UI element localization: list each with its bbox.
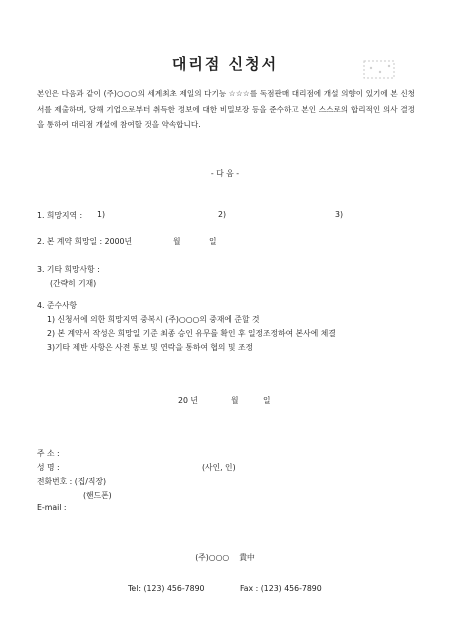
address-label: 주 소 : <box>37 449 60 458</box>
name-label: 성 명 : <box>37 463 60 472</box>
company-name: (주)○○○ <box>195 553 230 562</box>
item1-option2: 2) <box>218 210 227 219</box>
contact-tel: Tel: (123) 456-7890 <box>128 584 205 593</box>
email-label: E-mail : <box>37 503 67 512</box>
contact-fax: Fax : (123) 456-7890 <box>240 584 322 593</box>
company-addressee: 貴中 <box>239 553 255 562</box>
stamp-mark <box>362 58 398 82</box>
dada-heading: - 다 음 - <box>210 169 240 178</box>
item1-option3: 3) <box>335 210 344 219</box>
mobile-label: (핸드폰) <box>83 491 112 500</box>
sign-label: (사인, 인) <box>202 463 236 472</box>
document-title: 대리점 신청서 <box>171 55 279 73</box>
date-year: 20 년 <box>178 396 198 405</box>
date-day: 일 <box>263 396 271 405</box>
item1-label: 1. 희망지역 : <box>37 211 83 220</box>
item1-option1: 1) <box>97 210 106 219</box>
item2-month: 월 <box>173 237 181 246</box>
item2-label: 2. 본 계약 희망일 : 2000년 <box>37 237 133 246</box>
phone-label: 전화번호 : (집/직장) <box>37 477 107 486</box>
date-month: 월 <box>231 396 239 405</box>
intro-paragraph: 본인은 다음과 같이 (주)○○○의 세계최초 제일의 다기능 ☆☆☆를 독점판매 대리점에 개설 의향이 있기에 본 신청서를 제출하며, 당해 기업으로부터 취득한 정보에 대한 비밀보장 등을 준수하고 본인 스스로의 합리적인 의사 결정을 통하여 대리점 개설에 참여할 것을 약속합니다. <box>37 89 415 129</box>
item3-label: 3. 기타 희망사항 : <box>37 265 100 274</box>
item4-line1: 1) 신청서에 의한 희망지역 중복시 (주)○○○의 중재에 준할 것 <box>47 315 260 324</box>
item4-line2: 2) 본 계약서 작성은 희망일 기준 최종 승인 유무를 확인 후 일정조정하여 본사에 체결 <box>47 329 336 338</box>
item2-day: 일 <box>209 237 217 246</box>
item4-line3: 3)기타 제반 사항은 사전 통보 및 연락을 통하여 협의 및 조정 <box>47 343 254 352</box>
company-line <box>0 552 450 563</box>
item3-note: (간략히 기재) <box>50 279 97 288</box>
item4-label: 4. 준수사항 <box>37 301 78 310</box>
